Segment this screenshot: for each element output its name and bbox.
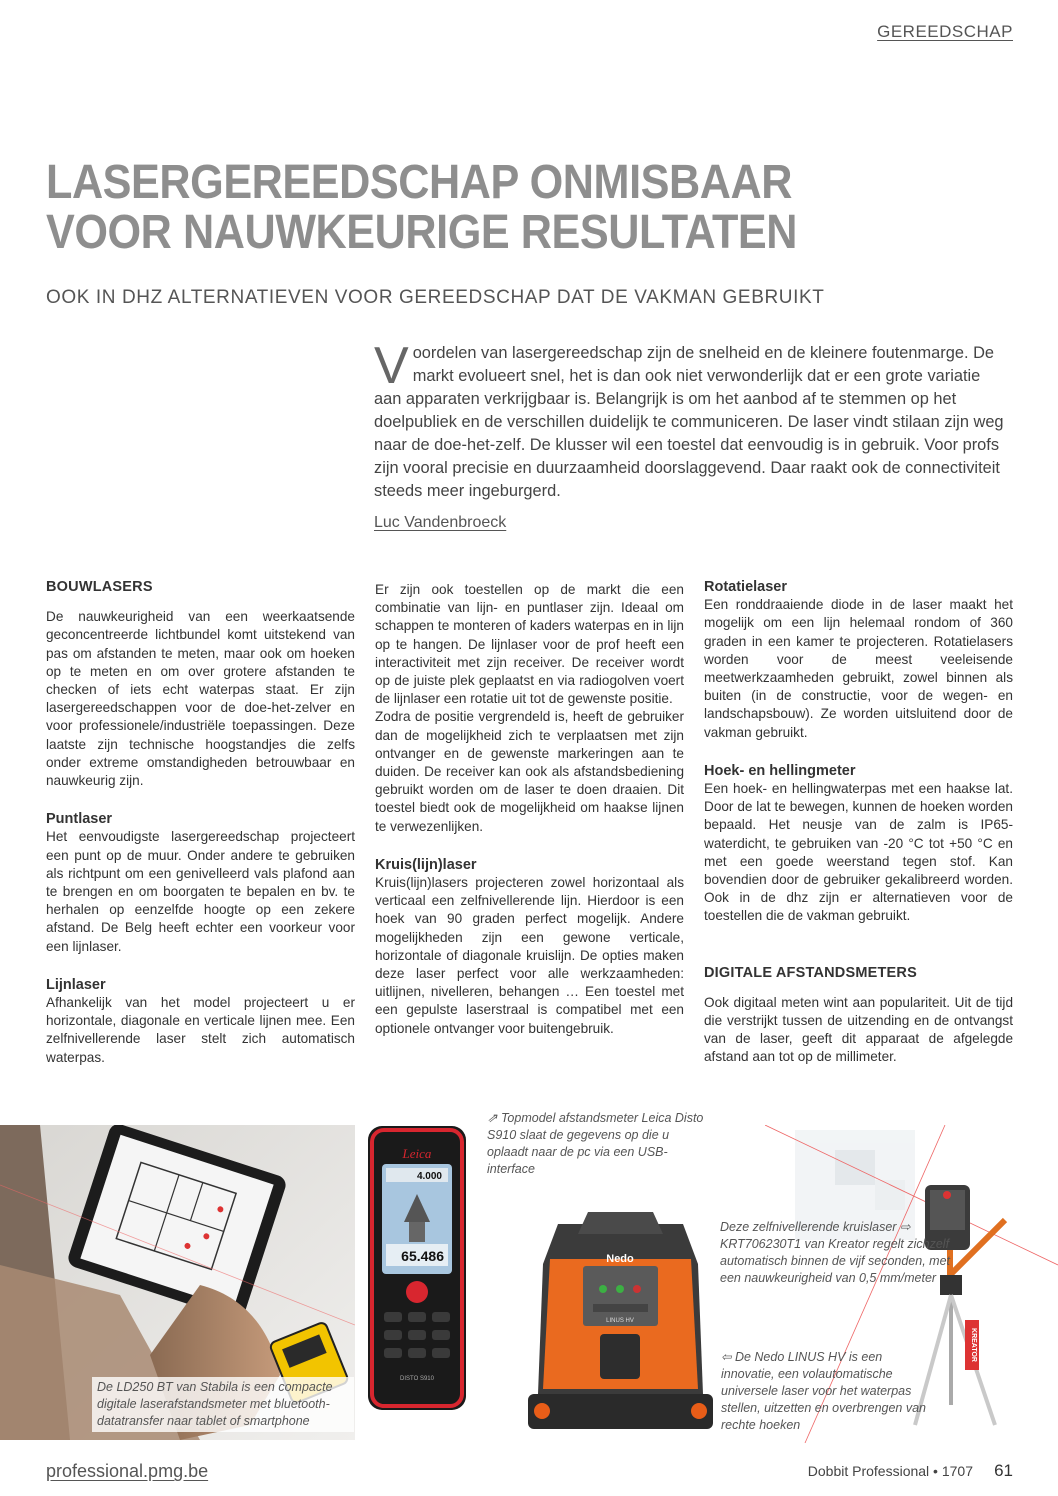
intro-paragraph [374,337,1004,503]
leica-screen-top: 4.000 [416,1171,442,1182]
title-line-2: VOOR NAUWKEURIGE RESULTATEN [46,206,798,259]
leica-screen-main: 65.486 [401,1248,444,1264]
nedo-brand-text: Nedo [606,1253,634,1265]
kreator-brand-text: KREATOR [970,1328,977,1362]
author-byline: Luc Vandenbroeck [374,514,507,531]
column-3 [704,578,1013,1067]
footer-website-link[interactable]: professional.pmg.be [46,1461,209,1481]
caption-kreator: Deze zelfnivellerende kruislaser ⇨ KRT706230T1 van Kreator regelt zichzelf automatisch binnen de vijf seconden, met een nauwkeurigheid van 0,5 mm/meter [720,1220,950,1285]
paragraph-puntlaser: Het eenvoudigste lasergereedschap projecteert een punt op de muur. Onder andere te gebruiken als richtpunt om een genivelleerd vals plafond aan te brengen en om boorgaten te bepalen en bv. te herhalen op eenzelfde hoogte op een zekere afstand. De Belg heeft echter een voorkeur voor een lijnlaser. [46,829,355,954]
photo-leica-disto [362,1122,472,1414]
leica-model-text: DISTO S910 [400,1376,434,1382]
column-1 [46,578,355,1067]
paragraph-hoekmeter: Een hoek- en hellingwaterpas met een haakse lat. Door de lat te bewegen, kunnen de hoeken worden bepaald. Het neusje van de zalm is IP65-waterdicht, te gebruiken van -20 °C tot +50 °C en met een goede weerstand tegen stof. Kan bovendien door de gebruiker gekalibreerd worden. Ook in de dhz zijn er alternatieven voor de toestellen die de vakman gebruikt. [704,781,1013,924]
footer-magazine-issue: Dobbit Professional • 1707 [807,1463,973,1479]
photo-nedo-linus [528,1204,713,1439]
subheading-puntlaser: Puntlaser [46,811,113,828]
subheading-hoekmeter: Hoek- en hellingmeter [704,762,856,779]
paragraph-rotatielaser: Een ronddraaiende diode in de laser maakt het mogelijk om een lijn helemaal rondom of 360 graden in een kamer te projecteren. Rotatielasers worden voor de meest veeleisende meetwerkzaamheden gebruikt, zowel binnen als buiten (in de constructie, voor de wegen- en landschapsbouw). Ze worden uitsluitend door de vakman gebruikt. [704,597,1013,740]
paragraph-kruislaser: Kruis(lijn)lasers projecteren zowel horizontaal als verticaal een zelfnivellerende lijn. Hierdoor is een hoek van 90 graden perfect mogelijk. Andere mogelijkheden zijn een gewone verticale, horizontale of diagonale kruislijn. De opties maken deze laser perfect voor alle werkzaamheden: uitlijnen, nivelleren, behangen … Een toestel met een gepulste laserstraal is compatibel met een optionele ontvanger voor buitengebruik. [375,875,684,1036]
caption-leica: ⇗ Topmodel afstandsmeter Leica Disto S910 slaat de gegevens op die u oplaadt naar de pc via een USB-interface [487,1111,704,1176]
leica-disto-illustration [362,1122,472,1414]
paragraph-vergrendeld: Zodra de positie vergrendeld is, heeft de gebruiker dan de mogelijkheid zich te verplaatsen met zijn ontvanger en de gewenste markeringen aan te duiden. De receiver kan ook als afstandsbediening gebruikt worden om de laser te doen draaien. Dit toestel biedt ook de mogelijkheid om haakse lijnen te verwezenlijken. [375,709,684,834]
subheading-kruislaser: Kruis(lijn)laser [375,856,477,873]
leica-brand-text: Leica [402,1146,432,1161]
article-title [46,158,910,258]
paragraph-lijnlaser: Afhankelijk van het model projecteert u er horizontale, diagonale en verticale lijnen mee. Een zelfnivellerende laser stelt zich automatisch waterpas. [46,995,355,1065]
paragraph-combinatie: Er zijn ook toestellen op de markt die een combinatie van lijn- en puntlaser zijn. Ideaal om schappen te monteren of kaders waterpas en in lijn op te hangen. De lijnlaser voor de prof heeft een interactiviteit met zijn receiver. De receiver wordt op de juiste plek geplaatst en via radiogolven voert de lijnlaser een rotatie uit tot de gewenste positie. [375,582,684,707]
caption-nedo: ⇦ De Nedo LINUS HV is een innovatie, een volautomatische universele laser voor het waterpas stellen, uitzetten en overbrengen van rechte hoeken [721,1350,926,1432]
intro-dropcap: V [374,337,409,395]
subheading-rotatielaser: Rotatielaser [704,579,788,595]
title-line-1: LASERGEREEDSCHAP ONMISBAAR [46,156,792,209]
article-subtitle: OOK IN DHZ ALTERNATIEVEN VOOR GEREEDSCHAP DAT DE VAKMAN GEBRUIKT [46,287,825,308]
heading-bouwlasers: BOUWLASERS [46,579,153,595]
nedo-linus-illustration [528,1204,713,1439]
column-2 [375,581,684,1038]
nedo-model-text: LINUS HV [606,1318,634,1324]
section-tag: GEREEDSCHAP [877,22,1013,41]
paragraph-digitaal: Ook digitaal meten wint aan populariteit. Uit de tijd die verstrijkt tussen de uitzending en de ontvangst van de laser, geeft dit apparaat de afgelegde afstand aan tot op de millimeter. [704,994,1013,1065]
heading-digitale-afstandsmeters: DIGITALE AFSTANDSMETERS [704,964,917,981]
caption-stabila: De LD250 BT van Stabila is een compacte digitale laserafstandsmeter met bluetooth-datatransfer naar tablet of smartphone [92,1377,354,1432]
page-number: 61 [994,1461,1013,1480]
subheading-lijnlaser: Lijnlaser [46,976,106,993]
paragraph-bouwlasers: De nauwkeurigheid van een weerkaatsende geconcentreerde lichtbundel komt uitstekend van pas om afstanden te meten, maar ook om hoeken op te meten en om over grotere afstanden te checken of iets echt waterpas staat. Er zijn lasergereedschappen voor de doe-het-zelver en voor professionele/industriële toepassingen. Deze laatste zijn technische hoogstandjes die zelfs onder extreme omstandigheden betrouwbaar en nauwkeurig zijn. [46,609,355,789]
intro-text: oordelen van lasergereedschap zijn de snelheid en de kleinere foutenmarge. De markt evolueert snel, het is dan ook niet verwonderlijk dat er een grote variatie aan apparaten verkrijgbaar is. Belangrijk is om het aanbod af te stemmen op het doelpubliek en de verschillen duidelijk te communiceren. De laser vindt stilaan zijn weg naar de doe-het-zelf. De klusser wil een toestel dat eenvoudig is in gebruik. Voor profs zijn vooral precisie en duurzaamheid doorslaggevend. Daar raakt ook de connectiviteit steeds meer ingeburgerd. [374,344,1004,500]
